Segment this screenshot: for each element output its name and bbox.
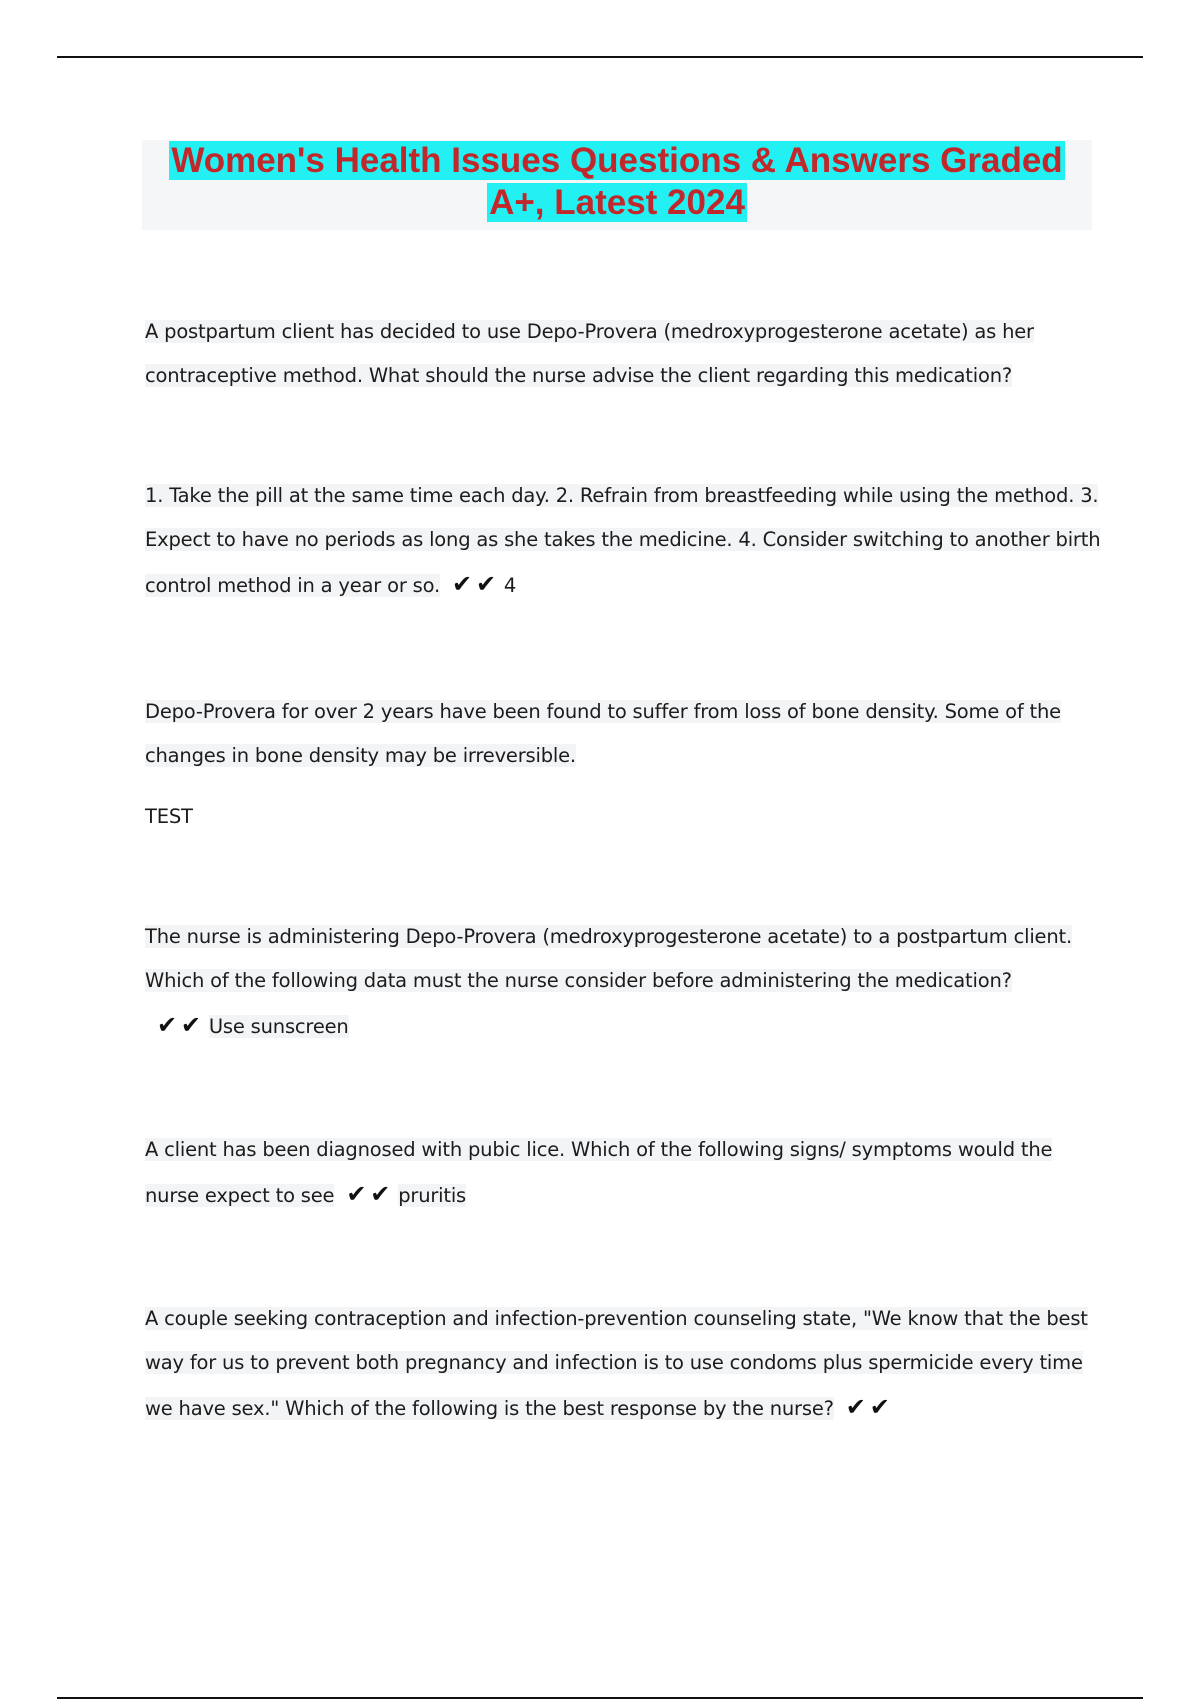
question-1 <box>145 310 1105 398</box>
checkmark-icon: ✔ <box>869 1393 890 1421</box>
checkmark-icon: ✔ <box>157 1011 177 1039</box>
question-text: A postpartum client has decided to use Depo-Provera (medroxyprogesterone acetate) as her contraceptive method. What should the nurse advise the client regarding this medication? <box>145 320 1034 387</box>
top-rule <box>57 56 1143 58</box>
title-line-1: Women's Health Issues Questions & Answers Graded <box>171 141 1063 180</box>
question-text: The nurse is administering Depo-Provera (medroxyprogesterone acetate) to a postpartum client. Which of the following data must the nurse consider before administering the medication? <box>145 925 1072 992</box>
answer-text: pruritis <box>398 1184 467 1207</box>
question-text: A client has been diagnosed with pubic lice. Which of the following signs/ symptoms would the nurse expect to see <box>145 1138 1053 1207</box>
checkmark-icon: ✔ <box>452 570 472 598</box>
double-check-icons <box>450 570 498 598</box>
bottom-rule <box>57 1697 1143 1699</box>
question-4 <box>145 1297 1105 1431</box>
question-text: A couple seeking contraception and infection-prevention counseling state, "We know that the best way for us to prevent both pregnancy and infection is to use condoms plus spermicide every time we have sex." Which of the following is the best response by the nurse? <box>145 1307 1088 1420</box>
rationale-1 <box>145 690 1105 778</box>
checkmark-icon: ✔ <box>370 1180 391 1208</box>
question-2 <box>145 915 1105 1049</box>
answer-options-1 <box>145 474 1105 608</box>
title-line-2: A+, Latest 2024 <box>489 183 745 222</box>
double-check-icons <box>844 1393 892 1421</box>
checkmark-icon: ✔ <box>346 1180 367 1208</box>
test-label <box>145 795 1105 839</box>
checkmark-icon: ✔ <box>475 570 496 598</box>
double-check-icons <box>155 1011 203 1039</box>
document-title <box>142 140 1092 230</box>
options-text: 1. Take the pill at the same time each day. 2. Refrain from breastfeeding while using the method. 3. Expect to have no periods as long as she takes the medicine. 4. Consider switching to another birth control method in a year or so. <box>145 484 1101 597</box>
test-text: TEST <box>145 805 193 828</box>
double-check-icons <box>344 1180 392 1208</box>
rationale-text: Depo-Provera for over 2 years have been found to suffer from loss of bone density. Some of the changes in bone density may be irreversible. <box>145 700 1061 767</box>
answer-text: Use sunscreen <box>208 1015 349 1038</box>
checkmark-icon: ✔ <box>845 1393 866 1421</box>
question-3 <box>145 1128 1105 1218</box>
answer-text: 4 <box>503 574 517 597</box>
checkmark-icon: ✔ <box>180 1011 201 1039</box>
